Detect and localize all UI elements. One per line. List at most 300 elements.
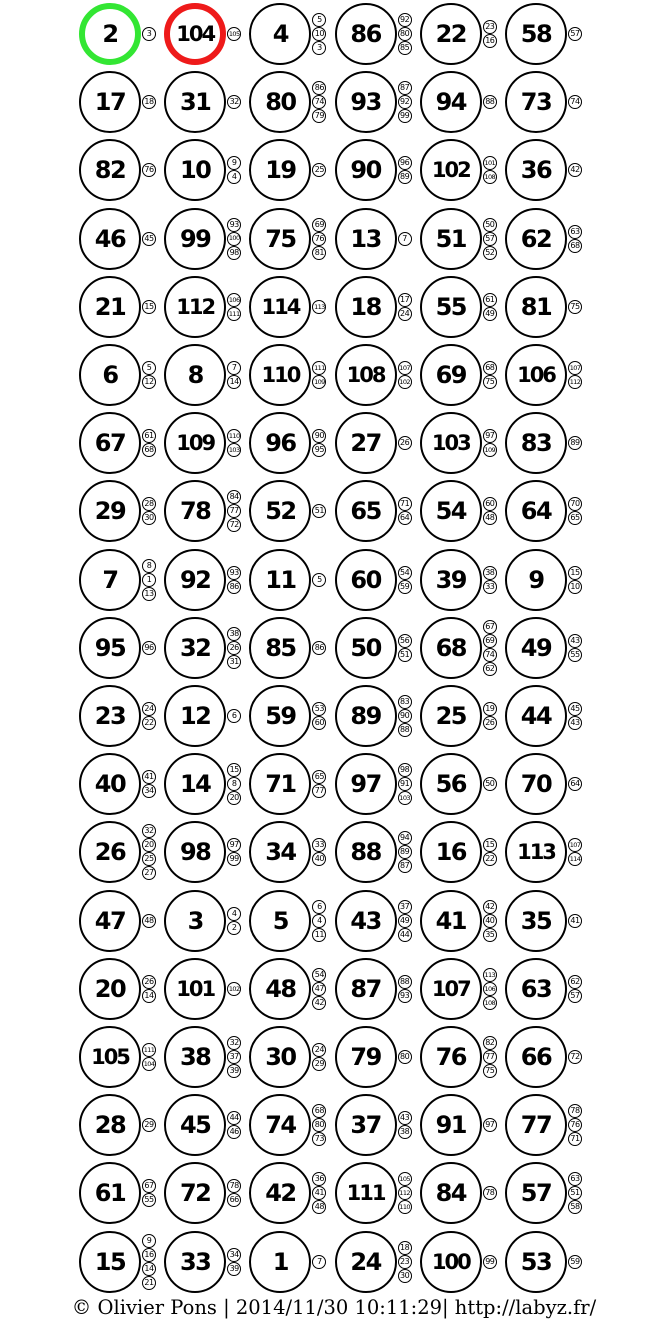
hint-badge: 40 [312, 852, 326, 866]
hint-badge: 61 [483, 293, 497, 307]
hint-badge: 18 [142, 95, 156, 109]
maze-cell[interactable]: 19 [249, 139, 311, 201]
maze-cell[interactable]: 68 [420, 617, 482, 679]
hint-badge: 15 [568, 566, 582, 580]
hint-badge: 71 [398, 497, 412, 511]
maze-cell[interactable]: 39 [420, 549, 482, 611]
hint-badge: 69 [312, 218, 326, 232]
hint-badge: 50 [483, 777, 497, 791]
hint-badge: 86 [312, 81, 326, 95]
hint-badge: 12 [142, 375, 156, 389]
maze-cell[interactable]: 12 [164, 685, 226, 747]
hint-badge: 19 [483, 702, 497, 716]
maze-cell[interactable]: 107 [420, 958, 482, 1020]
start-cell[interactable]: 2 [79, 3, 141, 65]
hint-badge: 89 [568, 436, 582, 450]
hint-badge: 44 [398, 928, 412, 942]
maze-cell[interactable]: 100 [420, 1231, 482, 1293]
hint-badge: 107 [568, 361, 582, 375]
hint-badge: 15 [483, 838, 497, 852]
maze-cell[interactable]: 94 [420, 71, 482, 133]
hint-badge: 90 [312, 429, 326, 443]
maze-cell[interactable]: 108 [335, 344, 397, 406]
maze-cell[interactable]: 96 [249, 412, 311, 474]
maze-cell[interactable]: 112 [164, 276, 226, 338]
hint-badge: 45 [568, 702, 582, 716]
maze-cell[interactable]: 75 [249, 208, 311, 270]
maze-cell[interactable]: 84 [420, 1162, 482, 1224]
hint-badge: 7 [398, 232, 412, 246]
hint-badge: 22 [142, 716, 156, 730]
hint-badge: 111 [227, 307, 241, 321]
maze-cell[interactable]: 24 [335, 1231, 397, 1293]
maze-cell[interactable]: 11 [249, 549, 311, 611]
maze-cell[interactable]: 69 [420, 344, 482, 406]
maze-cell[interactable]: 102 [420, 139, 482, 201]
maze-cell[interactable]: 15 [79, 1231, 141, 1293]
maze-cell[interactable]: 41 [420, 890, 482, 952]
hint-badge: 88 [398, 975, 412, 989]
hint-badge: 101 [483, 156, 497, 170]
maze-cell[interactable]: 90 [335, 139, 397, 201]
maze-cell[interactable]: 14 [164, 753, 226, 815]
maze-cell[interactable]: 38 [164, 1026, 226, 1088]
hint-badge: 54 [312, 968, 326, 982]
maze-cell[interactable]: 56 [420, 753, 482, 815]
maze-cell[interactable]: 73 [505, 71, 567, 133]
maze-cell[interactable]: 31 [164, 71, 226, 133]
hint-badge: 27 [142, 866, 156, 880]
maze-cell[interactable]: 4 [249, 3, 311, 65]
hint-badge: 34 [227, 1248, 241, 1262]
maze-cell[interactable]: 64 [505, 480, 567, 542]
hint-badge: 8 [142, 559, 156, 573]
maze-cell[interactable]: 20 [79, 958, 141, 1020]
hint-badge: 111 [312, 361, 326, 375]
hint-badge: 87 [398, 81, 412, 95]
maze-cell[interactable]: 48 [249, 958, 311, 1020]
maze-cell[interactable]: 52 [249, 480, 311, 542]
hint-badge: 26 [483, 716, 497, 730]
maze-cell[interactable]: 97 [335, 753, 397, 815]
hint-badge: 72 [568, 1050, 582, 1064]
maze-cell[interactable]: 34 [249, 821, 311, 883]
maze-cell[interactable]: 47 [79, 890, 141, 952]
maze-cell[interactable]: 27 [335, 412, 397, 474]
maze-cell[interactable]: 71 [249, 753, 311, 815]
maze-cell[interactable]: 88 [335, 821, 397, 883]
maze-cell[interactable]: 42 [249, 1162, 311, 1224]
maze-cell[interactable]: 57 [505, 1162, 567, 1224]
maze-cell[interactable]: 95 [79, 617, 141, 679]
maze-cell[interactable]: 9 [505, 549, 567, 611]
hint-badge: 24 [312, 1043, 326, 1057]
hint-badge: 4 [227, 170, 241, 184]
hint-badge: 65 [568, 511, 582, 525]
maze-cell[interactable]: 63 [505, 958, 567, 1020]
hint-badge: 5 [312, 573, 326, 587]
hint-badge: 10 [312, 27, 326, 41]
hint-badge: 100 [227, 232, 241, 246]
maze-cell[interactable]: 89 [335, 685, 397, 747]
hint-badge: 43 [568, 634, 582, 648]
maze-cell[interactable]: 21 [79, 276, 141, 338]
maze-cell[interactable]: 67 [79, 412, 141, 474]
maze-cell[interactable]: 85 [249, 617, 311, 679]
maze-cell[interactable]: 53 [505, 1231, 567, 1293]
maze-cell[interactable]: 8 [164, 344, 226, 406]
maze-cell[interactable]: 72 [164, 1162, 226, 1224]
hint-badge: 103 [227, 443, 241, 457]
hint-badge: 42 [312, 996, 326, 1010]
maze-cell[interactable]: 113 [505, 821, 567, 883]
hint-badge: 45 [142, 232, 156, 246]
hint-badge: 15 [227, 763, 241, 777]
hint-badge: 20 [142, 838, 156, 852]
maze-cell[interactable]: 30 [249, 1026, 311, 1088]
maze-cell[interactable]: 25 [420, 685, 482, 747]
maze-cell[interactable]: 13 [335, 208, 397, 270]
hint-badge: 49 [483, 307, 497, 321]
hint-badge: 87 [398, 859, 412, 873]
maze-cell[interactable]: 44 [505, 685, 567, 747]
maze-cell[interactable]: 92 [164, 549, 226, 611]
hint-badge: 97 [483, 429, 497, 443]
hint-badge: 5 [142, 361, 156, 375]
hint-badge: 1 [142, 573, 156, 587]
copyright-footer: © Olivier Pons | 2014/11/30 10:11:29| http://labyz.fr/ [71, 1296, 597, 1319]
hint-badge: 103 [398, 791, 412, 805]
hint-badge: 105 [398, 1172, 412, 1186]
maze-cell[interactable]: 62 [505, 208, 567, 270]
hint-badge: 34 [142, 784, 156, 798]
maze-cell[interactable]: 58 [505, 3, 567, 65]
hint-badge: 14 [142, 989, 156, 1003]
hint-badge: 76 [142, 163, 156, 177]
maze-cell[interactable]: 28 [79, 1094, 141, 1156]
hint-badge: 47 [312, 982, 326, 996]
maze-cell[interactable]: 16 [420, 821, 482, 883]
hint-badge: 80 [398, 27, 412, 41]
hint-badge: 67 [483, 620, 497, 634]
maze-cell[interactable]: 32 [164, 617, 226, 679]
maze-cell[interactable]: 111 [335, 1162, 397, 1224]
hint-badge: 64 [398, 511, 412, 525]
hint-badge: 4 [312, 914, 326, 928]
hint-badge: 7 [312, 1255, 326, 1269]
hint-badge: 30 [398, 1269, 412, 1283]
maze-cell[interactable]: 81 [505, 276, 567, 338]
hint-badge: 55 [142, 1193, 156, 1207]
maze-cell[interactable]: 77 [505, 1094, 567, 1156]
maze-cell[interactable]: 74 [249, 1094, 311, 1156]
hint-badge: 52 [483, 246, 497, 260]
hint-badge: 89 [398, 845, 412, 859]
hint-badge: 110 [227, 429, 241, 443]
maze-cell[interactable]: 83 [505, 412, 567, 474]
maze-cell[interactable]: 23 [79, 685, 141, 747]
hint-badge: 51 [398, 648, 412, 662]
maze-cell[interactable]: 22 [420, 3, 482, 65]
maze-cell[interactable]: 5 [249, 890, 311, 952]
hint-badge: 67 [142, 1179, 156, 1193]
maze-cell[interactable]: 76 [420, 1026, 482, 1088]
hint-badge: 96 [398, 156, 412, 170]
hint-badge: 66 [227, 1193, 241, 1207]
maze-cell[interactable]: 45 [164, 1094, 226, 1156]
hint-badge: 74 [483, 648, 497, 662]
maze-cell[interactable]: 82 [79, 139, 141, 201]
hint-badge: 64 [568, 777, 582, 791]
hint-badge: 3 [142, 27, 156, 41]
maze-cell[interactable]: 10 [164, 139, 226, 201]
hint-badge: 42 [568, 163, 582, 177]
hint-badge: 25 [312, 163, 326, 177]
hint-badge: 23 [398, 1255, 412, 1269]
maze-cell[interactable]: 110 [249, 344, 311, 406]
hint-badge: 33 [312, 838, 326, 852]
hint-badge: 18 [398, 1241, 412, 1255]
hint-badge: 50 [483, 218, 497, 232]
hint-badge: 36 [312, 1172, 326, 1186]
hint-badge: 83 [398, 695, 412, 709]
hint-badge: 6 [312, 900, 326, 914]
maze-cell[interactable]: 65 [335, 480, 397, 542]
hint-badge: 29 [142, 1118, 156, 1132]
hint-badge: 30 [142, 511, 156, 525]
hint-badge: 35 [483, 928, 497, 942]
hint-badge: 105 [227, 27, 241, 41]
hint-badge: 86 [312, 641, 326, 655]
maze-cell[interactable]: 1 [249, 1231, 311, 1293]
hint-badge: 28 [142, 497, 156, 511]
hint-badge: 63 [568, 225, 582, 239]
maze-cell[interactable]: 106 [505, 344, 567, 406]
hint-badge: 102 [398, 375, 412, 389]
hint-badge: 80 [398, 1050, 412, 1064]
hint-badge: 104 [142, 1057, 156, 1071]
maze-cell[interactable]: 61 [79, 1162, 141, 1224]
hint-badge: 89 [398, 170, 412, 184]
hint-badge: 110 [398, 1200, 412, 1214]
hint-badge: 9 [142, 1234, 156, 1248]
hint-badge: 97 [483, 1118, 497, 1132]
maze-cell[interactable]: 49 [505, 617, 567, 679]
maze-cell[interactable]: 3 [164, 890, 226, 952]
hint-badge: 113 [483, 968, 497, 982]
hint-badge: 107 [398, 361, 412, 375]
maze-cell[interactable]: 43 [335, 890, 397, 952]
hint-badge: 42 [483, 900, 497, 914]
maze-cell[interactable]: 87 [335, 958, 397, 1020]
hint-badge: 107 [568, 838, 582, 852]
hint-badge: 25 [142, 852, 156, 866]
hint-badge: 14 [227, 375, 241, 389]
hint-badge: 98 [398, 763, 412, 777]
hint-badge: 88 [483, 95, 497, 109]
maze-cell[interactable]: 50 [335, 617, 397, 679]
hint-badge: 84 [227, 490, 241, 504]
maze-cell[interactable]: 18 [335, 276, 397, 338]
hint-badge: 32 [142, 824, 156, 838]
maze-cell[interactable]: 103 [420, 412, 482, 474]
hint-badge: 48 [142, 914, 156, 928]
maze-cell[interactable]: 40 [79, 753, 141, 815]
hint-badge: 57 [568, 27, 582, 41]
hint-badge: 16 [483, 34, 497, 48]
hint-badge: 109 [483, 443, 497, 457]
maze-cell[interactable]: 78 [164, 480, 226, 542]
maze-cell[interactable]: 36 [505, 139, 567, 201]
maze-cell[interactable]: 7 [79, 549, 141, 611]
hint-badge: 74 [568, 95, 582, 109]
hint-badge: 3 [312, 41, 326, 55]
hint-badge: 108 [483, 996, 497, 1010]
maze-cell[interactable]: 46 [79, 208, 141, 270]
hint-badge: 7 [227, 361, 241, 375]
hint-badge: 91 [398, 777, 412, 791]
maze-cell[interactable]: 59 [249, 685, 311, 747]
hint-badge: 69 [483, 634, 497, 648]
maze-cell[interactable]: 105 [79, 1026, 141, 1088]
hint-badge: 90 [398, 709, 412, 723]
maze-cell[interactable]: 80 [249, 71, 311, 133]
hint-badge: 55 [568, 648, 582, 662]
goal-cell[interactable]: 104 [164, 3, 226, 65]
maze-cell[interactable]: 37 [335, 1094, 397, 1156]
maze-cell[interactable]: 98 [164, 821, 226, 883]
maze-cell[interactable]: 33 [164, 1231, 226, 1293]
hint-badge: 77 [227, 504, 241, 518]
hint-badge: 26 [398, 436, 412, 450]
hint-badge: 57 [568, 989, 582, 1003]
hint-badge: 102 [227, 982, 241, 996]
hint-badge: 106 [227, 293, 241, 307]
maze-cell[interactable]: 70 [505, 753, 567, 815]
maze-cell[interactable]: 35 [505, 890, 567, 952]
hint-badge: 49 [398, 914, 412, 928]
hint-badge: 106 [483, 982, 497, 996]
maze-cell[interactable]: 99 [164, 208, 226, 270]
maze-cell[interactable]: 91 [420, 1094, 482, 1156]
hint-badge: 93 [227, 566, 241, 580]
hint-badge: 96 [142, 641, 156, 655]
maze-cell[interactable]: 86 [335, 3, 397, 65]
maze-cell[interactable]: 17 [79, 71, 141, 133]
hint-badge: 68 [568, 239, 582, 253]
hint-badge: 93 [227, 218, 241, 232]
hint-badge: 68 [312, 1104, 326, 1118]
hint-badge: 72 [227, 518, 241, 532]
hint-badge: 38 [398, 1125, 412, 1139]
hint-badge: 48 [483, 511, 497, 525]
hint-badge: 74 [312, 95, 326, 109]
hint-badge: 38 [483, 566, 497, 580]
hint-badge: 2 [227, 921, 241, 935]
hint-badge: 41 [142, 770, 156, 784]
hint-badge: 94 [398, 831, 412, 845]
hint-badge: 9 [227, 156, 241, 170]
hint-badge: 24 [398, 307, 412, 321]
hint-badge: 8 [227, 777, 241, 791]
hint-badge: 75 [568, 300, 582, 314]
hint-badge: 39 [227, 1064, 241, 1078]
hint-badge: 4 [227, 907, 241, 921]
hint-badge: 22 [483, 852, 497, 866]
hint-badge: 73 [312, 1132, 326, 1146]
maze-cell[interactable]: 66 [505, 1026, 567, 1088]
maze-cell[interactable]: 60 [335, 549, 397, 611]
hint-badge: 114 [568, 852, 582, 866]
hint-badge: 53 [312, 702, 326, 716]
hint-badge: 112 [568, 375, 582, 389]
maze-cell[interactable]: 29 [79, 480, 141, 542]
hint-badge: 75 [483, 375, 497, 389]
hint-badge: 24 [142, 702, 156, 716]
hint-badge: 77 [483, 1050, 497, 1064]
hint-badge: 13 [142, 587, 156, 601]
hint-badge: 71 [568, 1132, 582, 1146]
hint-badge: 108 [483, 170, 497, 184]
hint-badge: 95 [312, 443, 326, 457]
hint-badge: 70 [568, 497, 582, 511]
hint-badge: 26 [142, 975, 156, 989]
hint-badge: 80 [312, 1118, 326, 1132]
hint-badge: 78 [227, 1179, 241, 1193]
hint-badge: 41 [312, 1186, 326, 1200]
hint-badge: 31 [227, 655, 241, 669]
maze-cell[interactable]: 26 [79, 821, 141, 883]
hint-badge: 59 [568, 1255, 582, 1269]
hint-badge: 20 [227, 791, 241, 805]
maze-cell[interactable]: 55 [420, 276, 482, 338]
maze-cell[interactable]: 79 [335, 1026, 397, 1088]
hint-badge: 68 [483, 361, 497, 375]
maze-cell[interactable]: 101 [164, 958, 226, 1020]
hint-badge: 21 [142, 1276, 156, 1290]
hint-badge: 98 [227, 246, 241, 260]
maze-cell[interactable]: 109 [164, 412, 226, 474]
hint-badge: 99 [227, 852, 241, 866]
hint-badge: 81 [312, 246, 326, 260]
hint-badge: 113 [312, 300, 326, 314]
hint-badge: 44 [227, 1111, 241, 1125]
hint-badge: 58 [568, 1200, 582, 1214]
maze-cell[interactable]: 93 [335, 71, 397, 133]
hint-badge: 99 [483, 1255, 497, 1269]
maze-cell[interactable]: 114 [249, 276, 311, 338]
maze-cell[interactable]: 54 [420, 480, 482, 542]
hint-badge: 62 [483, 662, 497, 676]
hint-badge: 92 [398, 95, 412, 109]
hint-badge: 23 [483, 20, 497, 34]
hint-badge: 37 [227, 1050, 241, 1064]
hint-badge: 37 [398, 900, 412, 914]
maze-cell[interactable]: 51 [420, 208, 482, 270]
hint-badge: 38 [227, 627, 241, 641]
hint-badge: 63 [568, 1172, 582, 1186]
maze-cell[interactable]: 6 [79, 344, 141, 406]
hint-badge: 43 [568, 716, 582, 730]
hint-badge: 10 [568, 580, 582, 594]
hint-badge: 60 [483, 497, 497, 511]
hint-badge: 51 [312, 504, 326, 518]
hint-badge: 11 [312, 928, 326, 942]
hint-badge: 59 [398, 580, 412, 594]
hint-badge: 86 [227, 580, 241, 594]
hint-badge: 97 [227, 838, 241, 852]
hint-badge: 33 [483, 580, 497, 594]
